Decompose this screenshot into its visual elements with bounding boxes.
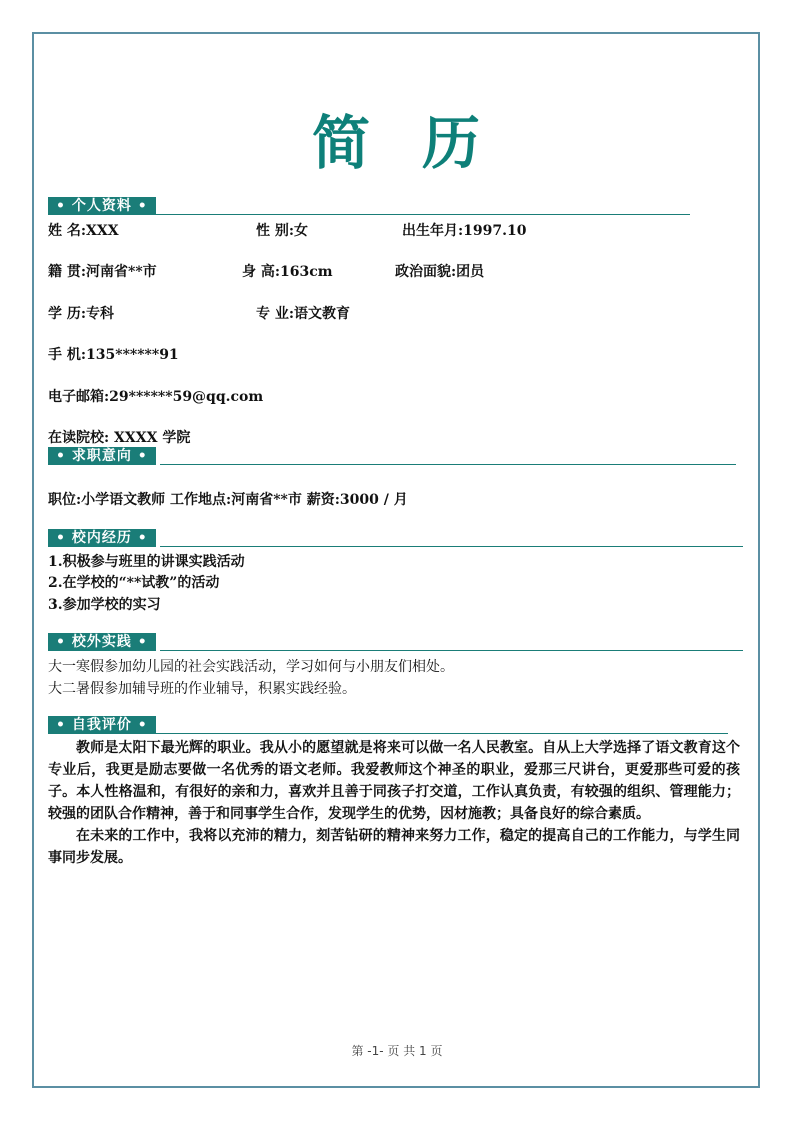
education-field: 学 历:专科 bbox=[48, 306, 115, 322]
email-field: 电子邮箱:29******59@qq.com bbox=[48, 389, 264, 405]
section-divider bbox=[152, 733, 728, 734]
section-divider bbox=[160, 650, 743, 651]
section-intention-header bbox=[48, 447, 736, 467]
section-personal-header bbox=[48, 197, 690, 217]
section-outside-header bbox=[48, 633, 743, 653]
self-paragraph-1: 教师是太阳下最光辉的职业。我从小的愿望就是将来可以做一名人民教室。自从上大学选择了语文教育这个专业后，我更是励志要做一名优秀的语文老师。我爱教师这个神圣的职业，爱那三尺讲台，更爱那些可爱的孩子。本人性格温和，有很好的亲和力，喜欢并且善于同孩子打交道，工作认真负责，有较强的组织、管理能力；较强的团队合作精神，善于和同事学生合作，发现学生的优势，因材施教；具备良好的综合素质。 bbox=[48, 740, 740, 822]
section-campus-label: • 校内经历 • bbox=[48, 529, 156, 547]
birth-field: 出生年月:1997.10 bbox=[402, 223, 527, 239]
intention-text: 职位:小学语文教师 工作地点:河南省**市 薪资:3000 / 月 bbox=[48, 492, 408, 508]
name-field: 姓 名:XXX bbox=[48, 223, 119, 239]
list-item: 2.在学校的“**试教”的活动 bbox=[48, 575, 220, 591]
section-self-label: • 自我评价 • bbox=[48, 716, 156, 734]
politics-field: 政治面貌:团员 bbox=[395, 264, 485, 280]
height-field: 身 高:163cm bbox=[242, 264, 333, 280]
title-char-2: 历 bbox=[422, 109, 483, 177]
section-divider bbox=[160, 546, 743, 547]
section-self-header bbox=[48, 716, 728, 736]
list-item: 大一寒假参加幼儿园的社会实践活动，学习如何与小朋友们相处。 bbox=[48, 659, 454, 675]
section-outside-label: • 校外实践 • bbox=[48, 633, 156, 651]
school-field: 在读院校: XXXX 学院 bbox=[48, 430, 191, 446]
section-divider bbox=[144, 214, 690, 215]
section-campus-header bbox=[48, 529, 743, 549]
phone-field: 手 机:135******91 bbox=[48, 347, 179, 363]
list-item: 1.积极参与班里的讲课实践活动 bbox=[48, 554, 245, 570]
major-field: 专 业:语文教育 bbox=[256, 306, 351, 322]
list-item: 3.参加学校的实习 bbox=[48, 597, 161, 613]
section-intention-label: • 求职意向 • bbox=[48, 447, 156, 465]
gender-field: 性 别:女 bbox=[256, 223, 309, 239]
self-paragraph-2: 在未来的工作中，我将以充沛的精力，刻苦钻研的精神来努力工作，稳定的提高自己的工作能力，与学生同事同步发展。 bbox=[48, 828, 740, 866]
section-personal-label: • 个人资料 • bbox=[48, 197, 156, 215]
hometown-field: 籍 贯:河南省**市 bbox=[48, 264, 157, 280]
page-footer: 第 -1- 页 共 1 页 bbox=[351, 1044, 443, 1058]
list-item: 大二暑假参加辅导班的作业辅导，积累实践经验。 bbox=[48, 681, 356, 697]
self-evaluation-text bbox=[48, 737, 740, 869]
title-char-1: 简 bbox=[311, 109, 372, 177]
page-title bbox=[0, 96, 794, 180]
section-divider bbox=[160, 464, 736, 465]
